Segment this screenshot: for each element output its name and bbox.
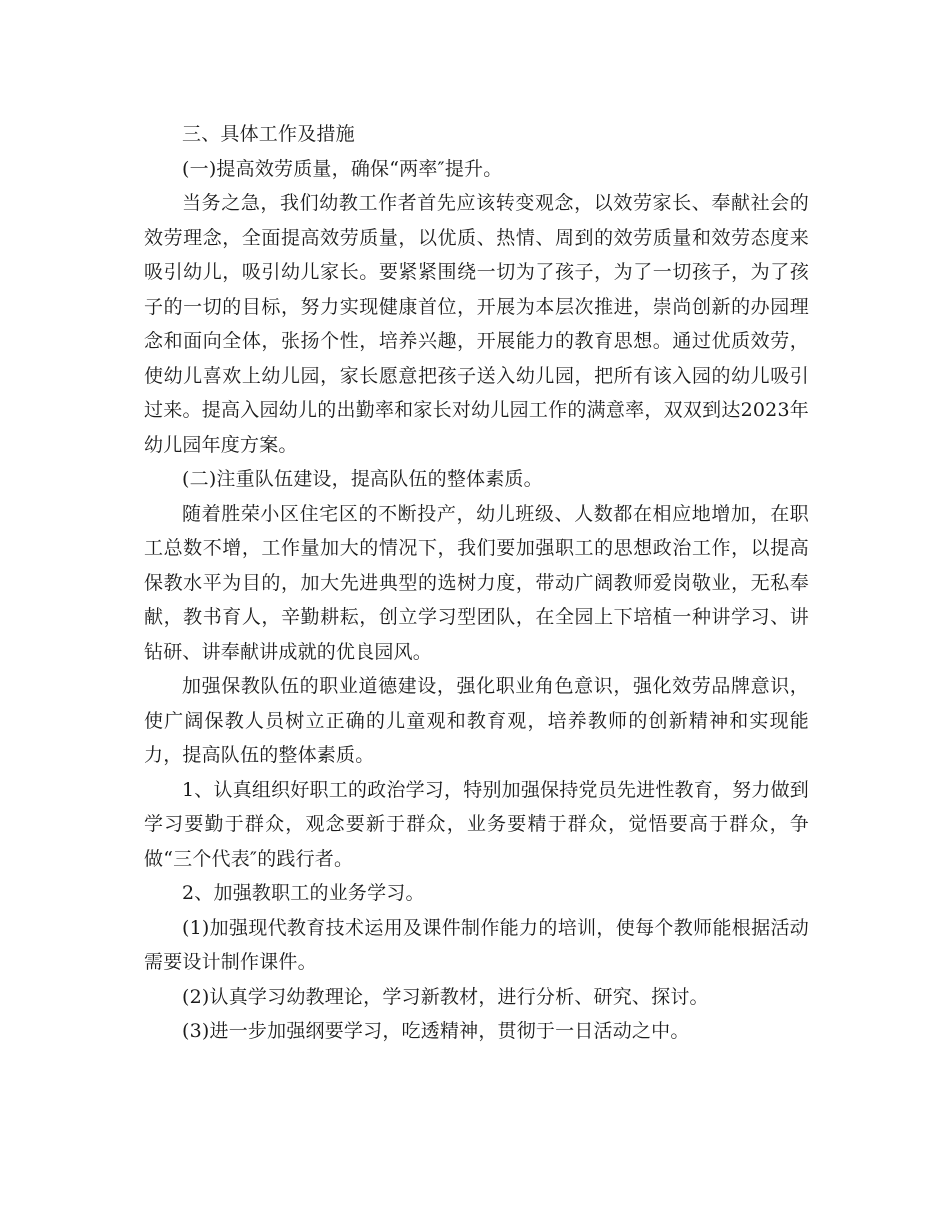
sub-item-theory-study: (2)认真学习幼教理论，学习新教材，进行分析、研究、探讨。 <box>182 985 709 1008</box>
paragraph-ethics: 加强保教队伍的职业道德建设，强化职业角色意识，强化效劳品牌意识，使广阔保教人员树立正确的儿童观和教育观，培养教师的创新精神和实现能力，提高队伍的整体素质。 <box>144 675 809 766</box>
paragraph-service-quality: 当务之急，我们幼教工作者首先应该转变观念，以效劳家长、奉献社会的效劳理念，全面提高效劳质量，以优质、热情、周到的效劳质量和效劳态度来吸引幼儿，吸引幼儿家长。要紧紧围绕一切为了孩子，为了一切孩子，为了孩子的一切的目标，努力实现健康首位，开展为本层次推进，崇尚创新的办园理念和面向全体，张扬个性，培养兴趣，开展能力的教育思想。通过优质效劳，使幼儿喜欢上幼儿园，家长愿意把孩子送入幼儿园，把所有该入园的幼儿吸引过来。提高入园幼儿的出勤率和家长对幼儿园工作的满意率，双双到达2023年幼儿园年度方案。 <box>144 192 809 456</box>
list-item-business-study: 2、加强教职工的业务学习。 <box>182 882 425 904</box>
subsection-heading-2: (二)注重队伍建设，提高队伍的整体素质。 <box>182 468 543 490</box>
sub-item-courseware-training: (1)加强现代教育技术运用及课件制作能力的培训，使每个教师能根据活动需要设计制作课件。 <box>144 916 809 973</box>
list-item-political-study: 1、认真组织好职工的政治学习，特别加强保持党员先进性教育，努力做到学习要勤于群众，观念要新于群众，业务要精于群众，觉悟要高于群众，争做“三个代表″的践行者。 <box>144 778 809 870</box>
section-heading: 三、具体工作及措施 <box>182 123 355 145</box>
sub-item-outline-study: (3)进一步加强纲要学习，吃透精神，贯彻于一日活动之中。 <box>182 1020 690 1042</box>
paragraph-team-building: 随着胜荣小区住宅区的不断投产，幼儿班级、人数都在相应地增加，在职工总数不增，工作量加大的情况下，我们要加强职工的思想政治工作，以提高保教水平为目的，加大先进典型的选树力度，带动广阔教师爱岗敬业，无私奉献，教书育人，辛勤耕耘，创立学习型团队，在全园上下培植一种讲学习、讲钻研、讲奉献讲成就的优良园风。 <box>144 502 809 663</box>
document-body <box>144 117 809 1049</box>
subsection-heading-1: (一)提高效劳质量，确保“两率″提升。 <box>182 157 503 180</box>
